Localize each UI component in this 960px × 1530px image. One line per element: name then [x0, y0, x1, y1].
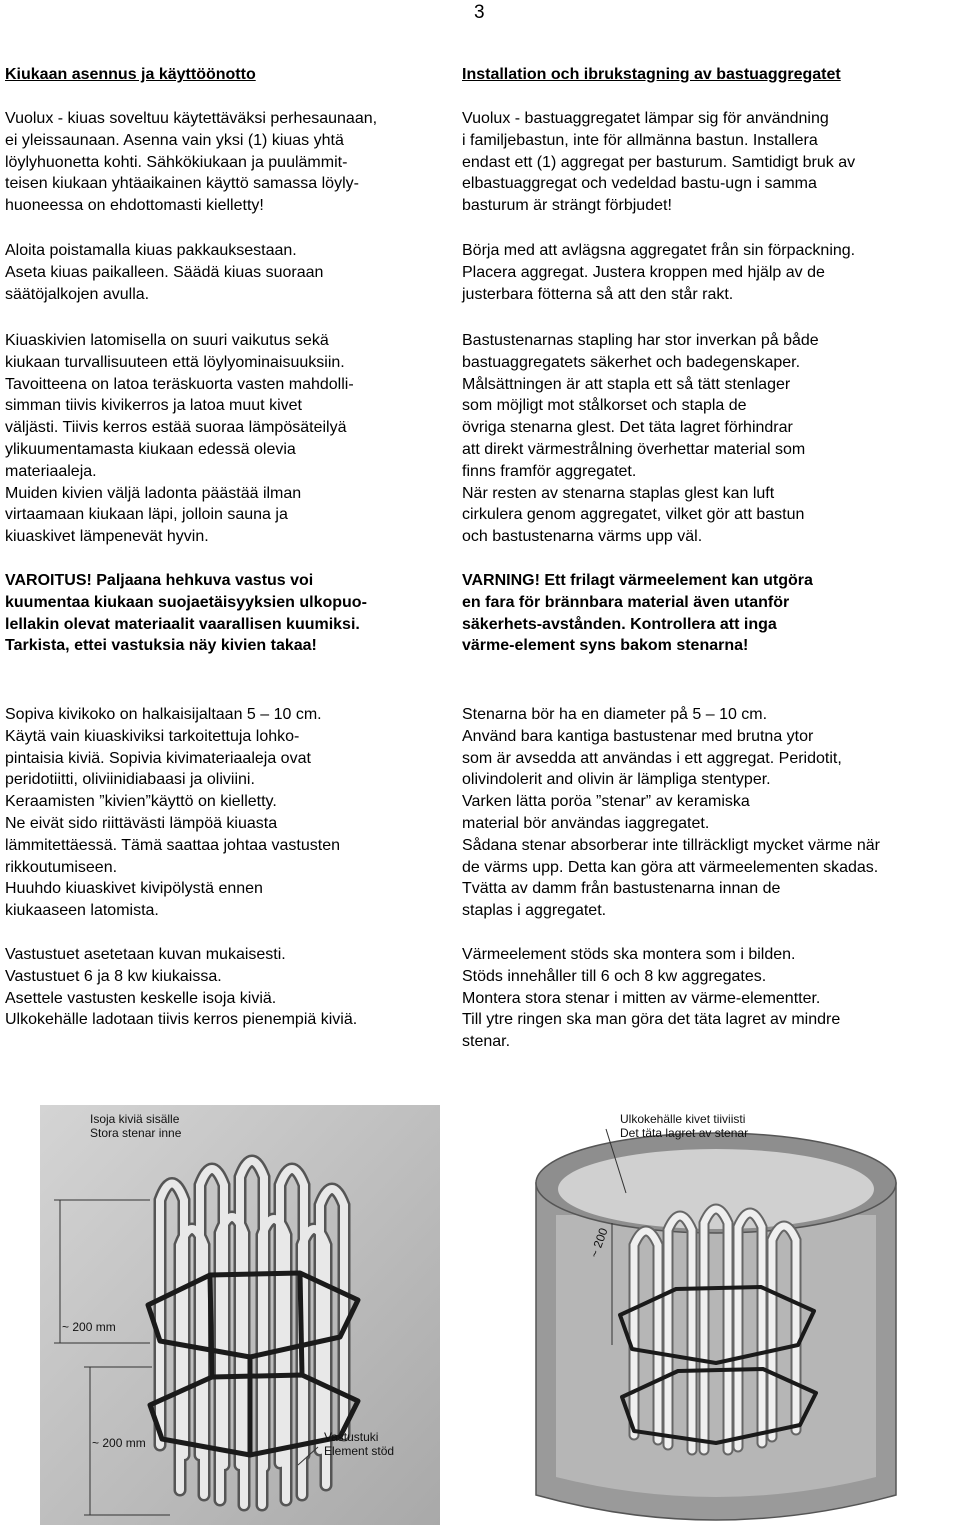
text-line: Käytä vain kiuaskiviksi tarkoitettuja lohko- — [5, 727, 300, 745]
text-line: Bastustenarnas stapling har stor inverkan på både — [462, 332, 819, 349]
finnish-intro — [5, 108, 475, 217]
text-line: rikkoutumiseen. — [5, 858, 118, 876]
text-line: Aloita poistamalla kiuas pakkauksestaan. — [5, 242, 297, 259]
text-line: Sopiva kivikoko on halkaisijaltaan 5 – 10 cm. — [5, 706, 322, 723]
text-line: Börja med att avlägsna aggregatet från sin förpackning. — [462, 242, 856, 259]
text-line: som är avsedda att användas i ett aggregat. Peridotit, — [462, 749, 842, 767]
text-line: Målsättningen är att stapla ett så tätt stenlager — [462, 375, 791, 393]
swedish-stones — [462, 330, 960, 548]
text-line: huoneessa on ehdottomasti kielletty! — [5, 197, 264, 215]
text-line: Använd bara kantiga bastustenar med brutna ytor — [462, 727, 814, 745]
text-line: och bastustenarna värms upp väl. — [462, 528, 703, 546]
text-line: finns framför aggregatet. — [462, 462, 637, 480]
heater-cylinder-figure — [516, 1105, 916, 1525]
label-dense-layer-sv: Det täta lagret av stenar — [620, 1126, 749, 1140]
dimension-label: ~ 200 mm — [92, 1436, 146, 1450]
text-line: virtaamaan kiukaan läpi, jolloin sauna ja — [5, 506, 288, 524]
finnish-stone-size — [5, 704, 475, 922]
text-line: VAROITUS! Paljaana hehkuva vastus voi — [5, 572, 314, 589]
text-line: väljästi. Tiivis kerros estää suoraa lämpösäteilyä — [5, 419, 347, 437]
text-line: Stöds innehåller till 6 och 8 kw aggregates. — [462, 967, 767, 985]
text-line: olivindolerit and olivin är lämpliga stentyper. — [462, 771, 771, 789]
text-line: Sådana stenar absorberar inte tillräckligt mycket värme när — [462, 836, 880, 854]
text-line: löylyhuonetta kohti. Sähkökiukaan ja puulämmit- — [5, 153, 348, 171]
finnish-start — [5, 240, 475, 305]
text-line: de värms upp. Detta kan göra att värmeelementen skadas. — [462, 858, 879, 876]
text-line: Tvätta av damm från bastustenarna innan de — [462, 880, 781, 898]
text-line: Värmeelement stöds ska montera som i bilden. — [462, 946, 796, 963]
text-line: som möjligt mot stålkorset och stapla de — [462, 397, 747, 415]
text-line: Vastustuet 6 ja 8 kw kiukaissa. — [5, 967, 222, 985]
text-line: Muiden kivien väljä ladonta päästää ilman — [5, 484, 302, 502]
text-line: Aseta kiuas paikalleen. Säädä kiuas suoraan — [5, 263, 324, 281]
text-line: Huuhdo kiuaskivet kivipölystä ennen — [5, 880, 263, 898]
page-number: 3 — [474, 2, 485, 23]
heater-cylinder-drawing — [516, 1105, 916, 1525]
swedish-elements — [462, 944, 960, 1053]
text-line: i familjebastun, inte för allmänna bastun. Installera — [462, 131, 818, 149]
text-line: Vuolux - kiuas soveltuu käytettäväksi perhesaunaan, — [5, 110, 378, 127]
text-line: cirkulera genom aggregatet, vilket gör att bastun — [462, 506, 805, 524]
finnish-stones — [5, 330, 475, 548]
dimension-label: ~ 200 mm — [62, 1320, 116, 1334]
text-line: Vuolux - bastuaggregatet lämpar sig för användning — [462, 110, 829, 127]
text-line: Tavoitteena on latoa teräskuorta vasten mahdolli- — [5, 375, 354, 393]
text-line: teisen kiukaan yhtäaikainen käyttö samassa löyly- — [5, 175, 359, 193]
text-line: Tarkista, ettei vastuksia näy kivien takaa! — [5, 637, 317, 655]
text-line: ylikuumentamasta kiukaan edessä olevia — [5, 440, 296, 458]
text-line: ei yleissaunaan. Asenna vain yksi (1) kiuas yhtä — [5, 131, 344, 149]
text-line: lellakin olevat materiaalit vaarallisen kuumiksi. — [5, 615, 360, 633]
finnish-heading: Kiukaan asennus ja käyttöönotto — [5, 66, 256, 83]
text-line: material bör användas iaggregatet. — [462, 814, 710, 832]
text-line: bastuaggregatets säkerhet och badegenskaper. — [462, 353, 801, 371]
text-line: Ulkokehälle ladotaan tiivis kerros pienempiä kiviä. — [5, 1011, 358, 1029]
text-line: lämmitettäessä. Tämä saattaa johtaa vastusten — [5, 836, 340, 854]
text-line: kuumentaa kiukaan suojaetäisyyksien ulkopuo- — [5, 593, 367, 611]
text-line: kiukaaseen latomista. — [5, 902, 159, 920]
text-line: När resten av stenarna staplas glest kan luft — [462, 484, 775, 502]
text-line: VARNING! Ett frilagt värmeelement kan utgöra — [462, 572, 813, 589]
heating-element-figure — [40, 1105, 440, 1525]
text-line: Stenarna bör ha en diameter på 5 – 10 cm. — [462, 706, 768, 723]
swedish-heading: Installation och ibrukstagning av bastuaggregatet — [462, 66, 841, 83]
text-line: Kiuaskivien latomisella on suuri vaikutus sekä — [5, 332, 329, 349]
text-line: Montera stora stenar i mitten av värme-elementter. — [462, 989, 821, 1007]
text-line: pintaisia kiviä. Sopivia kivimateriaaleja ovat — [5, 749, 311, 767]
swedish-stone-size — [462, 704, 960, 922]
heating-element-drawing — [40, 1105, 440, 1525]
label-large-stones-fi: Isoja kiviä sisälle — [90, 1112, 180, 1126]
text-line: stenar. — [462, 1033, 511, 1051]
text-line: kiukaan turvallisuuteen että löylyominaisuuksiin. — [5, 353, 345, 371]
label-support-sv: Element stöd — [324, 1444, 395, 1458]
text-line: säkerhets-avstånden. Kontrollera att inga — [462, 615, 777, 633]
text-line: Ne eivät sido riittävästi lämpöä kiuasta — [5, 814, 278, 832]
label-support-fi: Vastustuki — [324, 1430, 379, 1444]
text-line: justerbara fötterna så att den står rakt. — [462, 285, 734, 303]
text-line: Keraamisten ”kivien”käyttö on kielletty. — [5, 793, 277, 811]
swedish-intro — [462, 108, 960, 217]
text-line: materiaaleja. — [5, 462, 97, 480]
text-line: Asettele vastusten keskelle isoja kiviä. — [5, 989, 277, 1007]
text-line: Vastustuet asetetaan kuvan mukaisesti. — [5, 946, 286, 963]
cylinder-body — [536, 1133, 896, 1520]
label-dense-layer-fi: Ulkokehälle kivet tiiviisti — [620, 1112, 746, 1126]
text-line: staplas i aggregatet. — [462, 902, 607, 920]
text-line: endast ett (1) aggregat per basturum. Samtidigt bruk av — [462, 153, 856, 171]
finnish-elements — [5, 944, 475, 1031]
swedish-start — [462, 240, 960, 305]
finnish-warning — [5, 570, 475, 657]
text-line: värme-element syns bakom stenarna! — [462, 637, 749, 655]
text-line: peridotiitti, oliviinidiabaasi ja oliviini. — [5, 771, 255, 789]
text-line: elbastuaggregat och vedeldad bastu-ugn i samma — [462, 175, 817, 193]
label-large-stones-sv: Stora stenar inne — [90, 1126, 182, 1140]
text-line: Varken lätta poröa ”stenar” av keramiska — [462, 793, 750, 811]
text-line: basturum är strängt förbjudet! — [462, 197, 672, 215]
dimension-label: ~ 200 — [587, 1226, 611, 1260]
text-line: att direkt värmestrålning överhettar material som — [462, 440, 806, 458]
text-line: säätöjalkojen avulla. — [5, 285, 150, 303]
text-line: kiuaskivet lämpenevät hyvin. — [5, 528, 209, 546]
text-line: simman tiivis kivikerros ja latoa muut kivet — [5, 397, 302, 415]
swedish-warning — [462, 570, 960, 657]
text-line: övriga stenarna glest. Det täta lagret förhindrar — [462, 419, 793, 437]
text-line: Placera aggregat. Justera kroppen med hjälp av de — [462, 263, 825, 281]
text-line: Till ytre ringen ska man göra det täta lagret av mindre — [462, 1011, 841, 1029]
text-line: en fara för brännbara material även utanför — [462, 593, 790, 611]
